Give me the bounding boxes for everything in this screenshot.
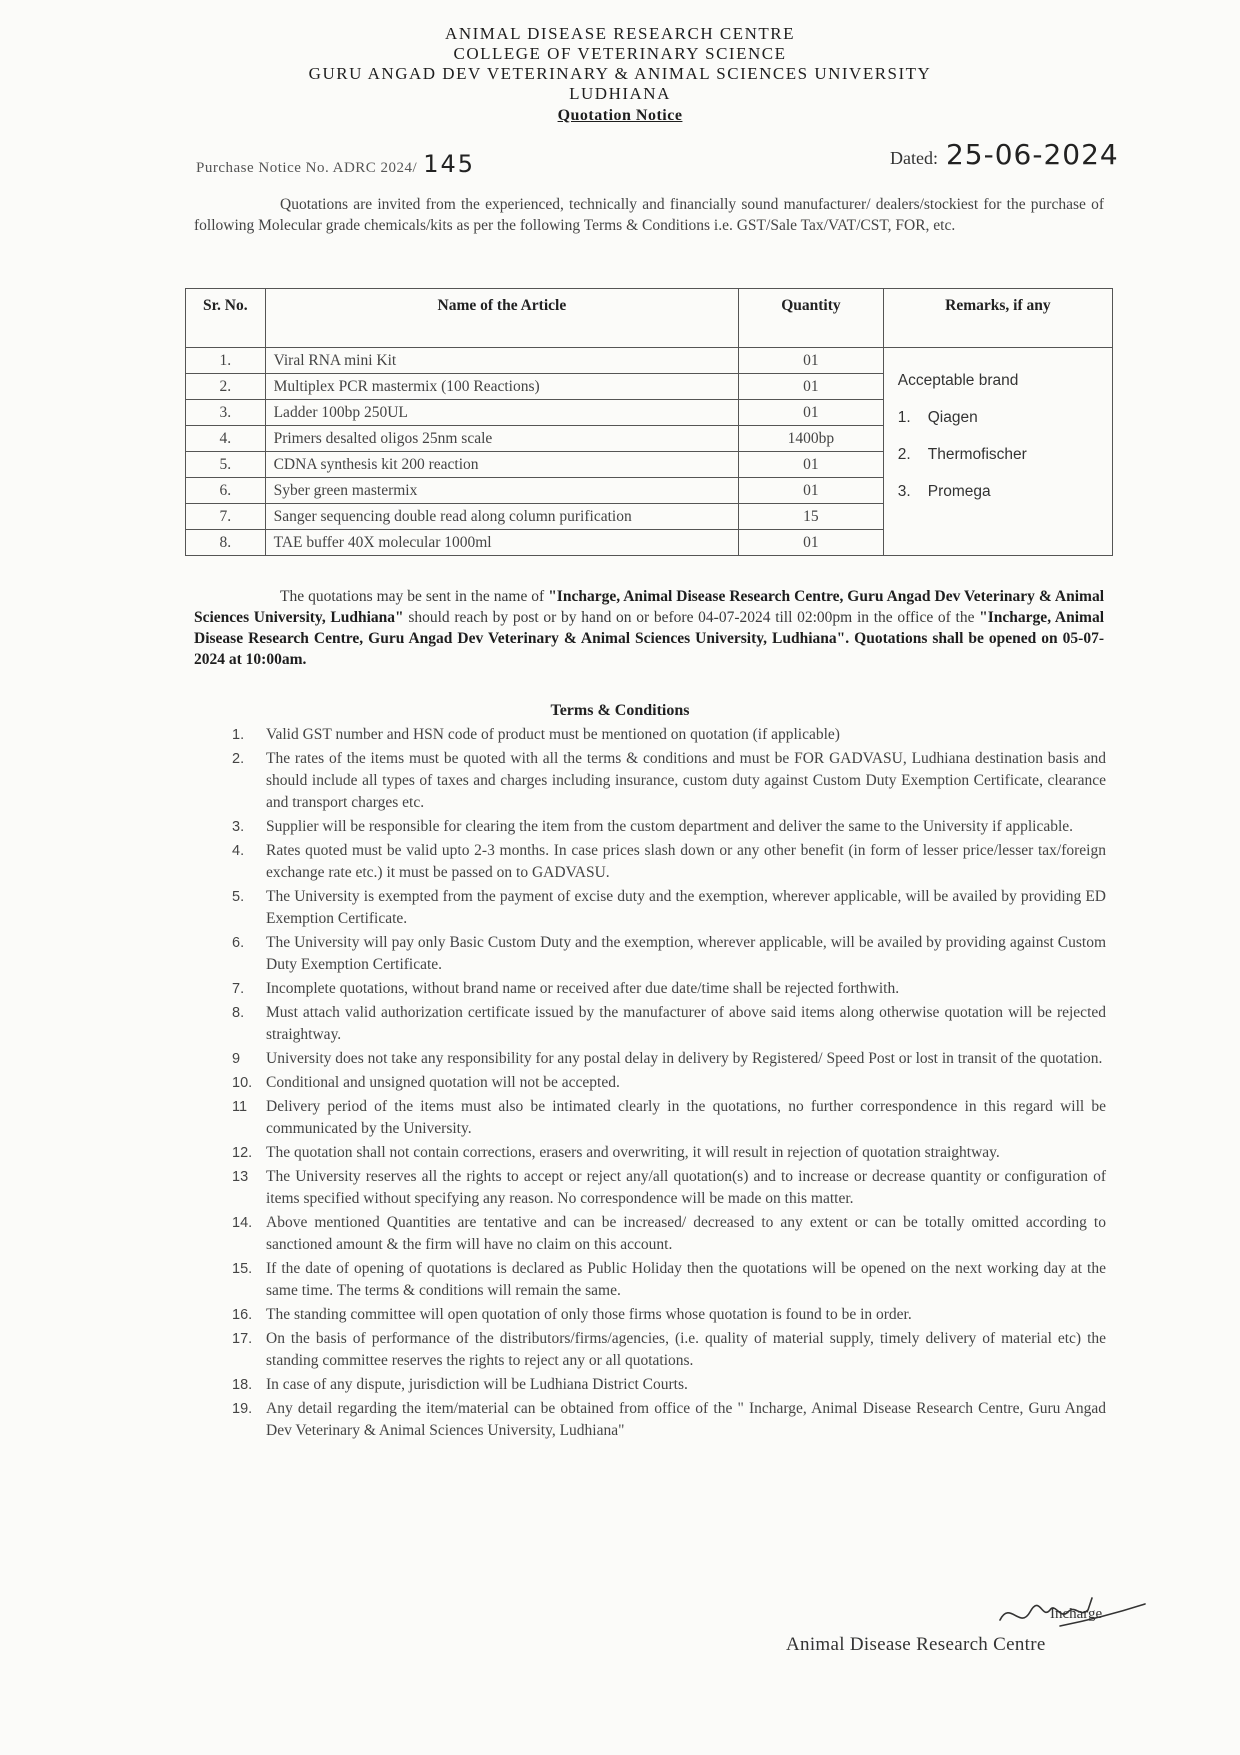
list-item [226, 816, 1106, 838]
cell-sr: 2. [186, 374, 266, 400]
term-text: On the basis of performance of the distributors/firms/agencies, (i.e. quality of material supply, timely delivery of material etc) the standing committee reserves the rights to reject any or all quotations. [266, 1330, 1106, 1369]
term-text: The quotation shall not contain corrections, erasers and overwriting, it will result in rejection of quotation straightway. [266, 1144, 1000, 1161]
term-number: 4. [232, 843, 245, 859]
cell-article: Viral RNA mini Kit [265, 348, 739, 374]
term-text: If the date of opening of quotations is declared as Public Holiday then the quotations will be opened on the next working day at the same time. The terms & conditions will remain the same. [266, 1260, 1106, 1299]
university-name: GURU ANGAD DEV VETERINARY & ANIMAL SCIENCES UNIVERSITY [308, 64, 932, 83]
cell-article: Sanger sequencing double read along column purification [265, 504, 739, 530]
cell-sr: 5. [186, 452, 266, 478]
term-number: 9 [232, 1051, 241, 1067]
term-number: 10. [232, 1075, 253, 1091]
brand-number: 1. [897, 409, 911, 426]
term-text: The University is exempted from the payment of excise duty and the exemption, wherever applicable, will be availed by providing ED Exemption Certificate. [266, 888, 1106, 927]
term-number: 18. [232, 1377, 253, 1393]
cell-sr: 1. [186, 348, 266, 374]
cell-sr: 6. [186, 478, 266, 504]
cell-sr: 8. [186, 530, 266, 556]
header-remarks: Remarks, if any [883, 289, 1112, 348]
term-number: 15. [232, 1261, 253, 1277]
brand-item [892, 473, 1104, 510]
cell-article: Primers desalted oligos 25nm scale [265, 426, 739, 452]
cell-quantity: 15 [739, 504, 884, 530]
term-text: Above mentioned Quantities are tentative and can be increased/ decreased to any extent or can be totally omitted according to sanctioned amount & the firm will have no claim on this account. [266, 1214, 1106, 1253]
list-item [226, 932, 1106, 976]
list-item [226, 1258, 1106, 1302]
list-item [226, 1398, 1106, 1442]
list-item [226, 724, 1106, 746]
table-header-row [186, 289, 1113, 348]
term-text: The University will pay only Basic Custom Duty and the exemption, wherever applicable, will be availed by providing against Custom Duty Exemption Certificate. [266, 934, 1106, 973]
cell-article: Multiplex PCR mastermix (100 Reactions) [265, 374, 739, 400]
brand-item [892, 436, 1104, 473]
header-article-name: Name of the Article [265, 289, 739, 348]
terms-heading: Terms & Conditions [550, 702, 690, 719]
term-text: The University reserves all the rights to accept or reject any/all quotation(s) and to increase or decrease quantity or configuration of items specified without specifying any reason. No correspondence will be made on this matter. [266, 1168, 1106, 1207]
term-number: 17. [232, 1331, 253, 1347]
brand-item [892, 399, 1104, 436]
cell-quantity: 01 [739, 452, 884, 478]
letterhead [0, 24, 1240, 126]
term-text: University does not take any responsibility for any postal delay in delivery by Registered/ Speed Post or lost in transit of the quotation. [266, 1050, 1103, 1067]
list-item [226, 1002, 1106, 1046]
term-text: The standing committee will open quotation of only those firms whose quotation is found to be in order. [266, 1306, 912, 1323]
cell-article: CDNA synthesis kit 200 reaction [265, 452, 739, 478]
cell-sr: 7. [186, 504, 266, 530]
cell-article: TAE buffer 40X molecular 1000ml [265, 530, 739, 556]
remarks-cell [883, 348, 1112, 556]
list-item [226, 1072, 1106, 1094]
term-number: 11 [232, 1099, 248, 1115]
list-item [226, 1048, 1106, 1070]
term-text: Supplier will be responsible for clearing the item from the custom department and deliver the same to the University if applicable. [266, 818, 1074, 835]
term-number: 16. [232, 1307, 253, 1323]
term-number: 5. [232, 889, 245, 905]
list-item [226, 1304, 1106, 1326]
header-quantity: Quantity [739, 289, 884, 348]
signatory-office: Animal Disease Research Centre [786, 1634, 1046, 1655]
table-row [186, 348, 1113, 374]
brand-name: Thermofischer [927, 446, 1027, 463]
list-item [226, 1096, 1106, 1140]
purchase-notice-label: Purchase Notice No. ADRC 2024/ [196, 160, 418, 176]
list-item [226, 1328, 1106, 1372]
term-number: 3. [232, 819, 245, 835]
list-item [226, 886, 1106, 930]
cell-quantity: 01 [739, 478, 884, 504]
college-name: COLLEGE OF VETERINARY SCIENCE [453, 44, 787, 63]
intro-paragraph: Quotations are invited from the experienced, technically and financially sound manufacturer/ dealers/stockiest for the purchase of following Molecular grade chemicals/kits as per the following Terms & Conditions i.e. GST/Sale Tax/VAT/CST, FOR, etc. [194, 196, 1104, 234]
term-number: 1. [232, 727, 245, 743]
list-item [226, 1212, 1106, 1256]
submission-text: should reach by post or by hand on or before 04-07-2024 till 02:00pm in the office of the [403, 609, 980, 626]
term-number: 13 [232, 1169, 249, 1185]
handwritten-date: 25-06-2024 [945, 138, 1119, 171]
term-text: Rates quoted must be valid upto 2-3 months. In case prices slash down or any other benefit (in form of lesser price/lesser tax/foreign exchange rate etc.) it must be passed on to GADVASU. [266, 842, 1106, 881]
list-item [226, 1142, 1106, 1164]
city-name: LUDHIANA [569, 84, 671, 103]
office-and-opening-date: "Incharge, Animal Disease Research Centre, Guru Angad Dev Veterinary & Animal Sciences University, Ludhiana". Quotations shall be opened on 05-07-2024 at 10:00am. [194, 609, 1105, 668]
cell-quantity: 01 [739, 400, 884, 426]
term-text: Incomplete quotations, without brand name or received after due date/time shall be rejected forthwith. [266, 980, 900, 997]
remarks-heading: Acceptable brand [897, 372, 1019, 389]
brand-number: 3. [897, 483, 911, 500]
term-text: The rates of the items must be quoted with all the terms & conditions and must be FOR GADVASU, Ludhiana destination basis and should include all types of taxes and charges including insurance, custom duty against Custom Duty Exemption Certificate, clearance and transport charges etc. [266, 750, 1106, 811]
cell-quantity: 01 [739, 530, 884, 556]
cell-quantity: 01 [739, 374, 884, 400]
cell-sr: 3. [186, 400, 266, 426]
term-number: 12. [232, 1145, 253, 1161]
notice-date [890, 138, 1119, 171]
articles-table [185, 288, 1113, 556]
list-item [226, 1166, 1106, 1210]
cell-quantity: 1400bp [739, 426, 884, 452]
term-number: 19. [232, 1401, 253, 1417]
document-title: Quotation Notice [557, 107, 683, 124]
cell-article: Syber green mastermix [265, 478, 739, 504]
term-number: 2. [232, 751, 245, 767]
cell-sr: 4. [186, 426, 266, 452]
dated-label: Dated: [890, 148, 938, 168]
term-number: 7. [232, 981, 245, 997]
cell-quantity: 01 [739, 348, 884, 374]
list-item [226, 978, 1106, 1000]
purchase-notice-number [196, 150, 475, 178]
term-text: Conditional and unsigned quotation will not be accepted. [266, 1074, 620, 1091]
submission-paragraph [194, 586, 1104, 670]
signatory-role: Incharge [1050, 1606, 1103, 1622]
submission-text: The quotations may be sent in the name of [280, 588, 549, 605]
brand-name: Qiagen [927, 409, 978, 426]
term-text: Delivery period of the items must also be intimated clearly in the quotations, no further correspondence in this regard will be communicated by the University. [266, 1098, 1106, 1137]
term-number: 6. [232, 935, 245, 951]
term-text: Any detail regarding the item/material can be obtained from office of the " Incharge, Animal Disease Research Centre, Guru Angad Dev Veterinary & Animal Sciences University, Ludhiana" [266, 1400, 1106, 1439]
term-text: In case of any dispute, jurisdiction will be Ludhiana District Courts. [266, 1376, 688, 1393]
term-text: Valid GST number and HSN code of product must be mentioned on quotation (if applicable) [266, 726, 840, 743]
brand-number: 2. [897, 446, 911, 463]
term-number: 14. [232, 1215, 253, 1231]
list-item [226, 748, 1106, 814]
list-item [226, 840, 1106, 884]
addressee-name: "Incharge, Animal Disease Research Centre, Guru Angad Dev Veterinary & Animal Sciences University, Ludhiana" [194, 588, 1104, 626]
list-item [226, 1374, 1106, 1396]
header-sr-no: Sr. No. [186, 289, 266, 348]
centre-name: ANIMAL DISEASE RESEARCH CENTRE [445, 24, 795, 43]
cell-article: Ladder 100bp 250UL [265, 400, 739, 426]
term-number: 8. [232, 1005, 245, 1021]
handwritten-notice-number: 145 [423, 150, 476, 178]
term-text: Must attach valid authorization certificate issued by the manufacturer of above said items along otherwise quotation will be rejected straightway. [266, 1004, 1106, 1043]
brand-name: Promega [927, 483, 991, 500]
terms-list [226, 724, 1106, 1444]
